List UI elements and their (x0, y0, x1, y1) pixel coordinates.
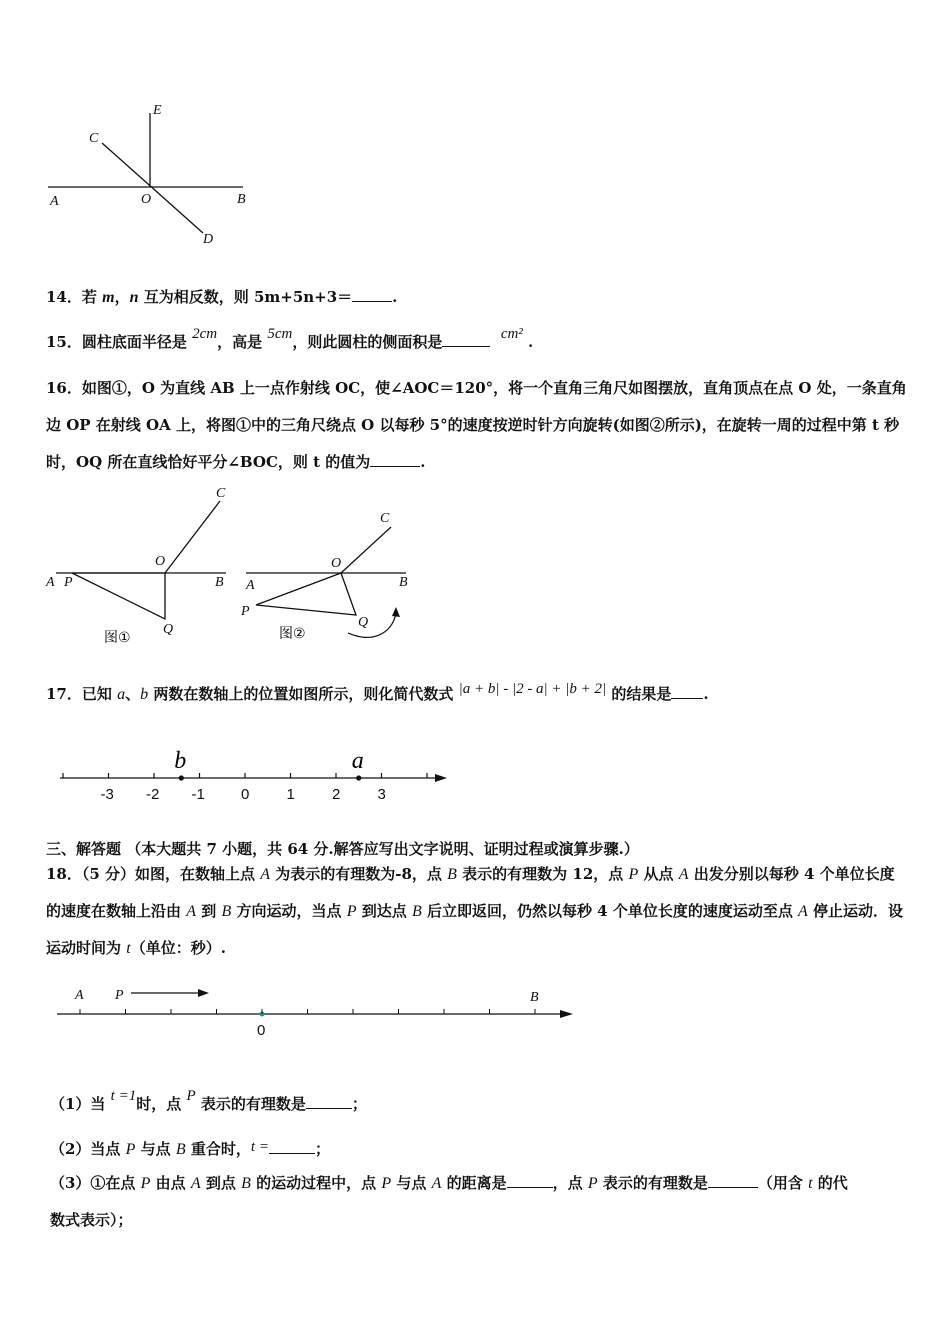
q15-end: . (528, 333, 534, 351)
q18-s2-end: ； (314, 1140, 330, 1158)
label-o: O (155, 554, 166, 569)
q17-b: b (140, 686, 149, 703)
q16-text: 16．如图①，O 为直线 AB 上一点作射线 OC，使∠AOC＝120°，将一个直角三角尺如图摆放，直角顶点在点 O 处，一条直角边 OP 在射线 OA 上，将图①中的三角尺绕点 O 以每秒 5°的速度按逆时针方向旋转(如图②所示)，在旋转一周的过程中第 t 秒时，OQ 所在直线恰好平分∠BOC，则 t 的值为 (46, 379, 907, 471)
q14-text-2: 互为相反数，则 (138, 288, 254, 306)
q18-s3-p: P (140, 1175, 151, 1192)
tick-label-zero: 0 (257, 1022, 266, 1039)
tick-label: 1 (286, 786, 295, 803)
label-a: A (75, 988, 84, 1003)
figure-16-2 (236, 505, 416, 655)
point-a (356, 775, 361, 780)
tick-label: -1 (191, 786, 205, 803)
q15-text: 圆柱底面半径是 (81, 333, 193, 351)
q15-answer-blank[interactable] (442, 332, 490, 347)
q17-text-2: 两数在数轴上的位置如图所示，则化简代数式 (148, 685, 459, 703)
q18-s1-p: P (186, 1088, 196, 1104)
q16-end: . (420, 453, 426, 471)
q17-number: 17． (46, 685, 82, 703)
ray-oc (165, 501, 220, 573)
q17-expression: |a + b| - |2 - a| + |b + 2| (458, 681, 607, 697)
q17-sep: 、 (125, 685, 141, 703)
q18-s3-text-5: 与点 (391, 1174, 432, 1192)
section-3-heading: 三、解答题 （本大题共 7 小题，共 64 分.解答应写出文字说明、证明过程或演算步骤.） (46, 840, 639, 858)
number-line-17 (55, 745, 455, 805)
q18-s2-p: P (125, 1141, 136, 1158)
label-b: B (399, 575, 408, 590)
q18-s3-p: P (587, 1175, 598, 1192)
question-17 (46, 683, 709, 706)
q18-s3-p: P (381, 1175, 392, 1192)
label-o: O (331, 556, 342, 571)
q18-text-5: 出发分别以每秒 4 个单位长度的速度在数轴上沿由 (46, 865, 895, 920)
tick-label: 3 (377, 786, 386, 803)
q14-m: m (102, 289, 115, 306)
q18-text-6: 到 (196, 902, 222, 920)
q15-radius: 2cm (192, 326, 218, 342)
q18-s3-text-10: 的代 (812, 1174, 848, 1192)
q17-text: 已知 (81, 685, 118, 703)
q18-s3-text-2: 由点 (150, 1174, 191, 1192)
q18-s3-a: A (190, 1175, 201, 1192)
q17-a: a (117, 686, 126, 703)
question-18 (46, 856, 908, 967)
q14-expression: 5m+5n+3＝ (253, 288, 353, 306)
figure-angle-lines (40, 95, 270, 255)
figure-caption: 图② (279, 626, 306, 642)
q18-s3-text: （3）①在点 (50, 1174, 141, 1192)
label-b: B (237, 192, 246, 207)
label-o: O (141, 192, 152, 207)
q18-s2-text: （2）当点 (50, 1140, 126, 1158)
label-q: Q (163, 622, 174, 637)
figure-caption: 图① (104, 630, 131, 646)
q18-b: B (221, 903, 232, 920)
label-e: E (153, 103, 162, 118)
q18-s3-text-8: 表示的有理数是 (597, 1174, 708, 1192)
point-label-a: a (351, 748, 364, 774)
tick-label: 0 (241, 786, 250, 803)
q18-s1-text-2: 时，点 (136, 1095, 187, 1113)
q18-s3-text-4: 的运动过程中，点 (250, 1174, 382, 1192)
q18-s3-text-6: 的距离是 (441, 1174, 507, 1192)
label-c: C (380, 511, 390, 526)
q18-p: P (346, 903, 357, 920)
figure-16-1 (44, 485, 239, 645)
tick-label: 2 (332, 786, 341, 803)
q18-s3-b: B (241, 1175, 251, 1192)
label-p: P (115, 988, 124, 1003)
q14-answer-blank[interactable] (352, 287, 392, 302)
q18-s1-text-3: 表示的有理数是 (195, 1095, 306, 1113)
q18-p: P (628, 866, 639, 883)
q18-a: A (678, 866, 689, 883)
question-15 (46, 326, 534, 354)
q18-text-7: 方向运动，当点 (231, 902, 347, 920)
triangle-opq (72, 573, 165, 619)
q14-text: 若 (81, 288, 103, 306)
axis-arrowhead (435, 774, 447, 782)
q15-text-3: ，则此圆柱的侧面积是 (292, 333, 443, 351)
q18-s2-text-2: 与点 (135, 1140, 176, 1158)
rotation-arrow (348, 612, 396, 637)
q16-answer-blank[interactable] (370, 452, 420, 467)
q15-number: 15． (46, 333, 82, 351)
q18-text-8: 到达点 (356, 902, 412, 920)
q18-text-2: 为表示的有理数为-8，点 (270, 865, 448, 883)
q18-s1-text: （1）当 (50, 1095, 111, 1113)
label-b: B (530, 990, 539, 1005)
q18-text-10: 停止运动．设运动时间为 (46, 902, 904, 957)
label-a: A (246, 578, 255, 593)
q18-t: t (126, 940, 131, 957)
q18-text-11: （单位：秒）. (130, 939, 226, 957)
q18-text-3: 表示的有理数为 12，点 (456, 865, 629, 883)
axis-arrowhead (560, 1010, 573, 1018)
q15-unit: cm² (500, 326, 523, 342)
q18-part-1 (50, 1088, 367, 1116)
q18-s3-text-3: 到点 (200, 1174, 242, 1192)
question-16 (46, 370, 908, 481)
q18-s2-b: B (175, 1141, 186, 1158)
question-14 (46, 286, 397, 309)
q15-text-2: ，高是 (217, 333, 268, 351)
q18-b: B (411, 903, 422, 920)
tick-label: -3 (100, 786, 114, 803)
q18-s3-value-blank[interactable] (708, 1173, 758, 1188)
label-p: P (241, 604, 250, 619)
q18-text-4: 从点 (638, 865, 679, 883)
q14-n: n (129, 289, 139, 306)
point-label-b: b (174, 748, 187, 774)
q14-comma: ， (114, 288, 130, 306)
triangle-opq (256, 573, 356, 615)
q18-s1-end: ； (351, 1095, 367, 1113)
q14-end: . (392, 288, 398, 306)
point-b (179, 775, 184, 780)
ray-oc (341, 527, 391, 573)
q18-s3-t: t (808, 1175, 813, 1192)
q18-text: 18．（5 分）如图，在数轴上点 (46, 865, 261, 883)
label-a: A (46, 575, 55, 590)
q18-s3-text-9: （用含 (757, 1174, 809, 1192)
q17-answer-blank[interactable] (671, 684, 703, 699)
q18-s3-text-7: ，点 (552, 1174, 588, 1192)
q18-s2-t: t = (250, 1139, 269, 1155)
q18-part-3 (50, 1165, 908, 1239)
q18-b: B (447, 866, 457, 883)
label-b: B (215, 575, 224, 590)
q14-number: 14． (46, 288, 82, 306)
q18-s3-text-11: 数式表示）； (50, 1211, 133, 1229)
label-a: A (50, 194, 59, 209)
label-q: Q (358, 615, 369, 630)
label-c: C (89, 131, 99, 146)
q18-s3-distance-blank[interactable] (507, 1173, 553, 1188)
label-c: C (216, 486, 226, 501)
q18-text-9: 后立即返回，仍然以每秒 4 个单位长度的速度运动至点 (421, 902, 799, 920)
tick-label: -2 (146, 786, 160, 803)
q17-text-3: 的结果是 (606, 685, 672, 703)
line-cd (102, 143, 203, 233)
number-line-18 (55, 985, 585, 1045)
q18-s2-text-3: 重合时， (185, 1140, 251, 1158)
q18-a: A (798, 903, 808, 920)
q18-s3-a: A (431, 1175, 442, 1192)
q18-s1-condition: t =1 (110, 1088, 137, 1104)
q18-s1-answer-blank[interactable] (306, 1094, 352, 1109)
label-d: D (203, 232, 214, 247)
q18-a: A (186, 903, 197, 920)
q18-s2-answer-blank[interactable] (269, 1139, 315, 1154)
q18-a: A (260, 866, 271, 883)
label-p: P (64, 575, 73, 590)
q17-end: . (703, 685, 709, 703)
q15-height: 5cm (267, 326, 293, 342)
motion-arrowhead (198, 989, 209, 997)
q18-part-2 (50, 1138, 330, 1161)
rotation-arrowhead (392, 607, 400, 617)
